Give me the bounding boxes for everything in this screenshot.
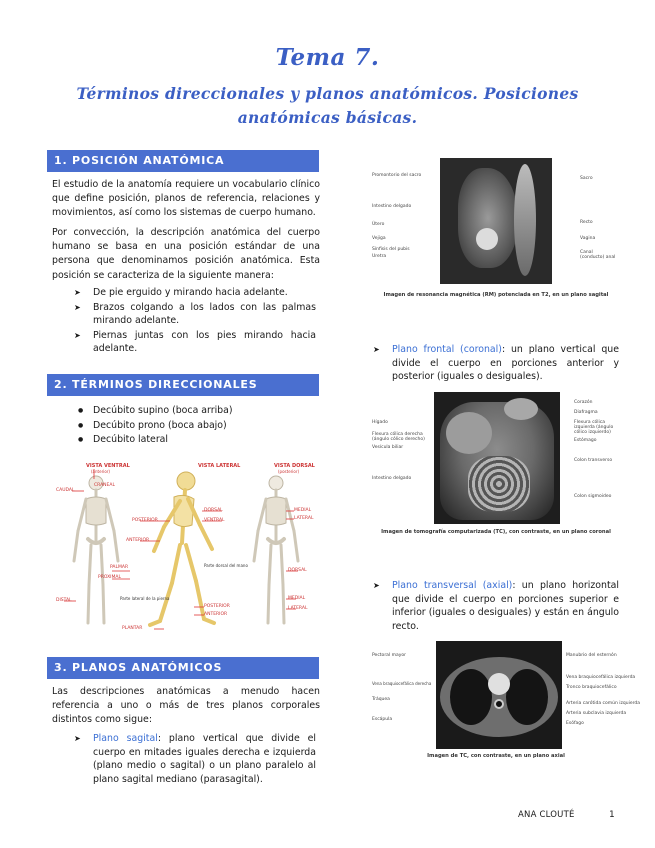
label-posterior-2: POSTERIOR xyxy=(204,604,230,609)
ct-axial-label: Escápula xyxy=(372,717,393,722)
ct-axial-caption: Imagen de TC, con contraste, en un plano axial xyxy=(427,753,565,759)
section1-paragraph-1: El estudio de la anatomía requiere un vocabulario clínico que define posición, planos de referencia, relaciones y movimientos, así como los sistemas de cuerpo humano. xyxy=(52,179,320,219)
list-item: ➤ Brazos colgando a los lados con las palmas mirando adelante. xyxy=(74,301,316,328)
ct-coronal-caption: Imagen de tomografía computarizada (TC), con contraste, en un plano coronal xyxy=(381,529,611,535)
label-caudal: CAUDAL xyxy=(56,488,75,493)
ct-coronal-label: Vesícula biliar xyxy=(372,445,404,450)
label-lateral: LATERAL xyxy=(294,516,314,521)
text-plano-transversal: : un plano horizontal que divide el cuerpo en porciones superior e inferior (iguales o desiguales) y están en ángulo recto. xyxy=(392,580,619,632)
footer-author: ANA CLOUTÉ xyxy=(518,810,575,820)
text-plano-frontal: : un plano vertical que divide el cuerpo en porciones anterior y posterior (iguales o desiguales). xyxy=(392,344,619,383)
label-ventral: VENTRAL xyxy=(204,518,225,523)
mri-label: Canal (conducto) anal xyxy=(580,250,616,260)
ct-axial-image xyxy=(436,641,562,749)
mri-label: Recto xyxy=(580,220,593,225)
label-proximal: PROXIMAL xyxy=(98,575,121,580)
mri-label: Uretra xyxy=(372,254,387,259)
list-item xyxy=(373,343,619,384)
term-plano-sagital: Plano sagital xyxy=(93,733,158,744)
section-header-posicion-anatomica: 1. POSICIÓN ANATÓMICA xyxy=(47,150,319,172)
label-medial-2: MEDIAL xyxy=(288,596,306,601)
ct-axial-label: Tráquea xyxy=(372,697,390,702)
mri-label: Vejiga xyxy=(372,236,386,241)
ct-coronal-label: Intestino delgado xyxy=(372,476,412,481)
label-vista-dorsal: VISTA DORSAL xyxy=(274,463,315,469)
label-parte-dorsal-mano: Parte dorsal del mano xyxy=(204,563,248,568)
mri-label: Útero xyxy=(372,222,385,227)
ct-coronal-label: Corazón xyxy=(574,400,593,405)
text-plano-sagital: : plano vertical que divide el cuerpo en mitades iguales derecha e izquierda (plano medio o sagital) o un plano paralelo al plano sagital mediano (parasagital). xyxy=(93,733,317,785)
ct-axial-label: Tronco braquiocefálico xyxy=(566,685,617,690)
list-item: ● Decúbito supino (boca arriba) xyxy=(74,404,314,418)
term-plano-transversal: Plano transversal (axial) xyxy=(392,580,513,591)
mri-label: Sínfisis del pubis xyxy=(372,247,410,252)
label-plantar: PLANTAR xyxy=(122,626,143,631)
label-anterior: ANTERIOR xyxy=(126,538,150,543)
ct-axial-figure xyxy=(370,641,641,765)
list-item: ➤ Piernas juntas con los pies mirando hacia adelante. xyxy=(74,329,316,356)
list-item: ● Decúbito prono (boca abajo) xyxy=(74,419,314,433)
page-number: 1 xyxy=(609,810,615,820)
ct-coronal-label: Colon sigmoideo xyxy=(574,494,612,499)
ct-coronal-figure xyxy=(370,392,622,540)
ct-axial-label: Arteria carótida común izquierda xyxy=(566,701,641,706)
mri-label: Intestino delgado xyxy=(372,204,412,209)
label-distal: DISTAL xyxy=(56,598,72,603)
list-item: ● Decúbito lateral xyxy=(74,433,314,447)
section3-paragraph-1: Las descripciones anatómicas a menudo hacen referencia a uno o más de tres planos corporales distintos como sigue: xyxy=(52,686,320,726)
page-title: Tema 7. xyxy=(275,44,380,71)
ct-coronal-label: Colon transverso xyxy=(574,458,613,463)
transversal-bullet-list xyxy=(373,579,619,634)
directional-terms-figure xyxy=(54,461,316,639)
label-dorsal: DORSAL xyxy=(204,508,223,513)
label-posterior: POSTERIOR xyxy=(132,518,158,523)
label-medial: MEDIAL xyxy=(294,508,312,513)
label-vista-lateral: VISTA LATERAL xyxy=(198,463,241,469)
mri-image xyxy=(440,158,552,284)
mri-label: Promontorio del sacro xyxy=(372,173,422,178)
section2-bullet-list xyxy=(74,404,314,448)
page-subtitle: Términos direccionales y planos anatómicos. Posiciones anatómicas básicas. xyxy=(76,84,579,127)
section1-bullet-list xyxy=(74,286,316,357)
label-vista-ventral-sub: (anterior) xyxy=(91,469,110,474)
label-craneal: CRANEAL xyxy=(94,483,115,488)
section1-paragraph-2: Por convección, la descripción anatómica del cuerpo humano se basa en una posición estándar de una persona que denominamos posición anatómica. Esta posición se caracteriza de la siguiente manera: xyxy=(52,227,320,281)
section3-bullet-list xyxy=(74,732,316,787)
section-header-planos-anatomicos: 3. PLANOS ANATÓMICOS xyxy=(47,657,319,679)
ct-axial-label: Vena braquiocefálica derecha xyxy=(372,681,432,686)
frontal-bullet-list xyxy=(373,343,619,385)
ct-axial-label: Manubrio del esternón xyxy=(566,653,617,658)
ct-coronal-label: Estómago xyxy=(574,438,597,443)
term-plano-frontal: Plano frontal (coronal) xyxy=(392,344,502,355)
mri-sagittal-figure xyxy=(370,156,622,304)
ct-coronal-label: Hígado xyxy=(372,420,388,425)
ct-axial-label: Pectoral mayor xyxy=(372,653,407,658)
ct-axial-label: Vena braquiocefálica izquierda xyxy=(566,675,636,680)
list-item xyxy=(373,579,619,633)
list-item: ➤ De pie erguido y mirando hacia adelante. xyxy=(74,286,316,300)
label-vista-ventral: VISTA VENTRAL xyxy=(86,463,130,469)
mri-caption: Imagen de resonancia magnética (RM) potenciada en T2, en un plano sagital xyxy=(383,292,609,298)
label-anterior-2: ANTERIOR xyxy=(204,612,228,617)
label-dorsal-2: DORSAL xyxy=(288,568,307,573)
label-vista-dorsal-sub: (posterior) xyxy=(278,469,300,474)
label-parte-lateral-pierna: Parte lateral de la pierna xyxy=(120,596,170,601)
section-header-terminos-direccionales: 2. TÉRMINOS DIRECCIONALES xyxy=(47,374,319,396)
list-item xyxy=(74,732,316,786)
ct-coronal-image xyxy=(434,392,560,524)
ct-coronal-label: Diafragma xyxy=(574,410,598,415)
label-lateral-2: LATERAL xyxy=(288,606,308,611)
ct-axial-label: Esófago xyxy=(566,721,584,726)
mri-label: Vagina xyxy=(580,236,596,241)
mri-label: Sacro xyxy=(580,176,593,181)
ct-coronal-label: Flexura cólica izquierda (ángulo cólico izquierdo) xyxy=(574,420,614,435)
ct-axial-label: Arteria subclavia izquierda xyxy=(566,711,627,716)
label-palmar: PALMAR xyxy=(110,565,129,570)
ct-coronal-label: Flexura cólica derecha (ángulo cólico derecho) xyxy=(372,432,425,442)
